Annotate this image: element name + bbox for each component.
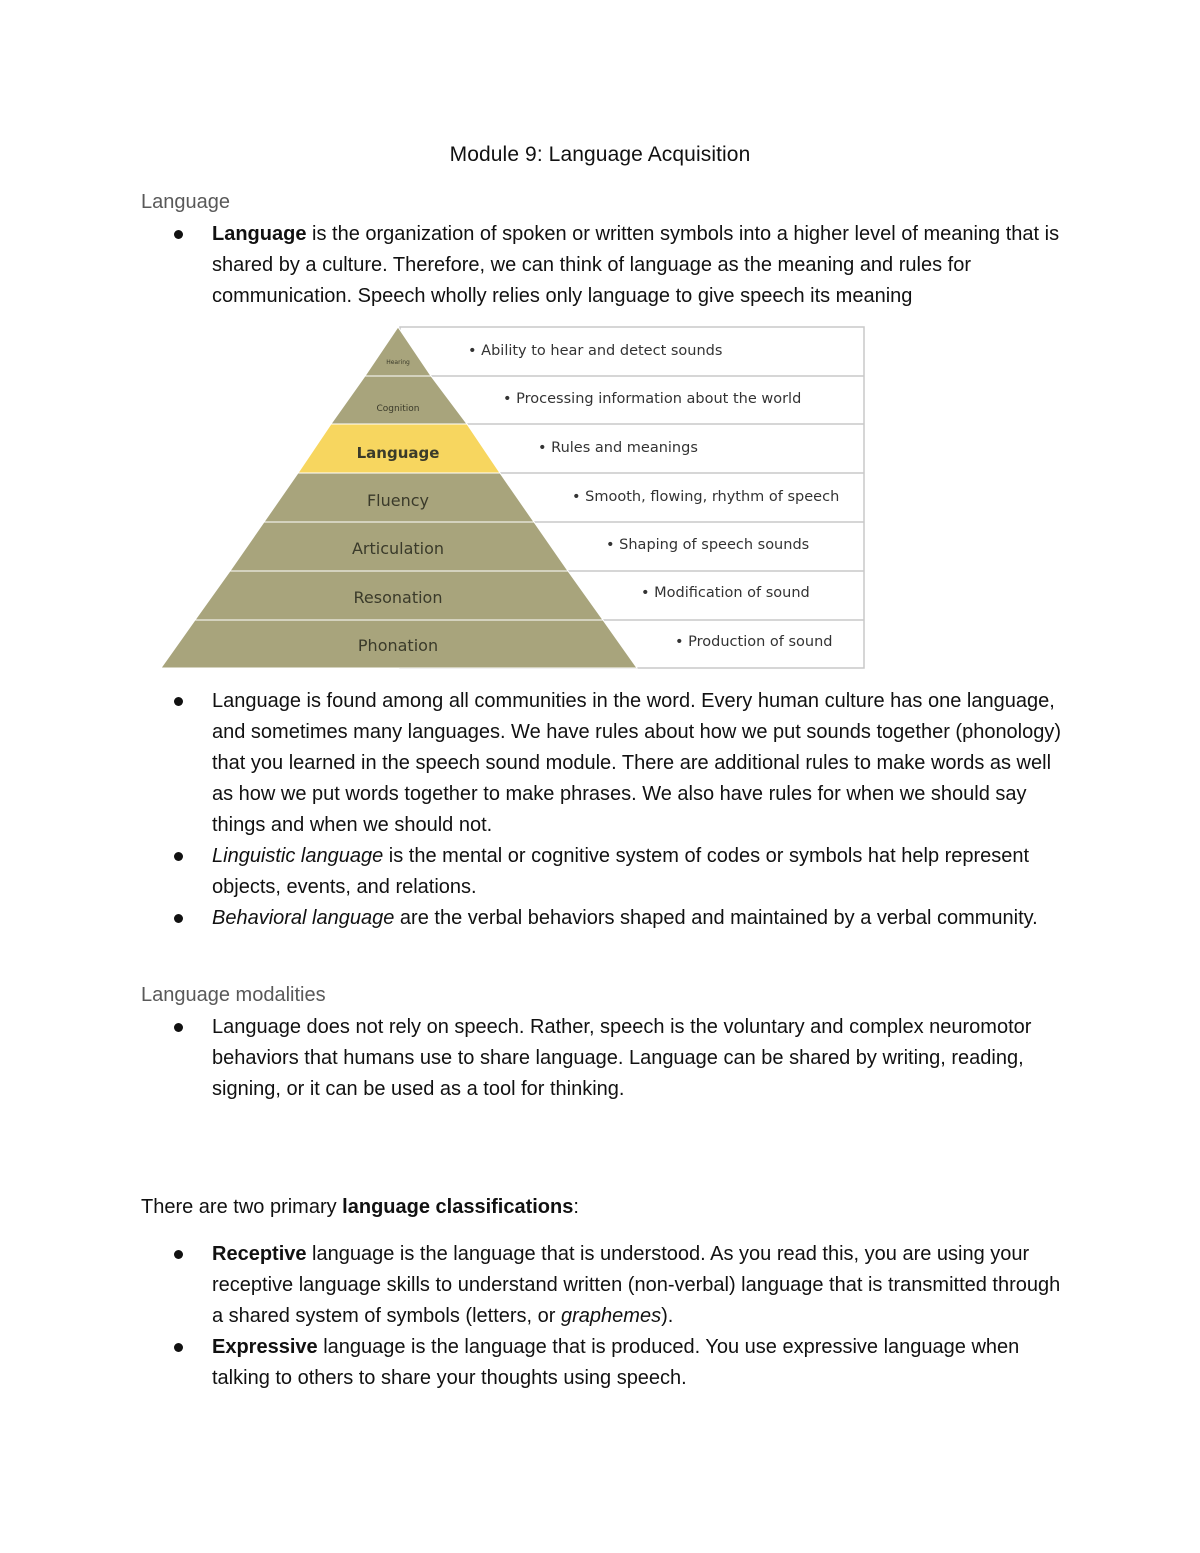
list-item-text: Language does not rely on speech. Rather, speech is the voluntary and complex neuromotor behaviors that humans use to share language. Language can be shared by writing, reading, signing, or it can be used as a tool for thinking. (212, 1016, 1032, 1100)
section-heading-language: Language (141, 191, 230, 213)
list-item-text: Language is found among all communities in the word. Every human culture has one language, and sometimes many languages. We have rules about how we put sounds together (phonology) that you learned in the speech sound module. There are additional rules to make words as well as how we put words together to make phrases. We also have rules for when we should say things and when we should not. (212, 690, 1062, 836)
description-articulation: • Shaping of speech sounds (606, 537, 810, 553)
page-title: Module 9: Language Acquisition (449, 143, 751, 166)
list-item (0, 903, 1200, 934)
list-item (0, 1239, 1200, 1332)
bullet-icon (174, 230, 183, 239)
classifications-intro (141, 1196, 579, 1219)
pyramid-label-fluency: Fluency (366, 491, 430, 510)
bullet-icon (174, 1343, 183, 1352)
bullet-icon (174, 852, 183, 861)
section-heading-language-modalities: Language modalities (141, 984, 326, 1006)
pyramid-label-resonation: Resonation (353, 588, 443, 607)
term-expressive: Expressive (212, 1336, 318, 1358)
term-graphemes: graphemes (561, 1305, 662, 1327)
pyramid-label-language: Language (356, 444, 440, 462)
bullet-icon (174, 1023, 183, 1032)
list-item-text: is the mental or cognitive system of codes or symbols hat help represent objects, events, and relations. (212, 845, 1030, 898)
list-item (0, 1012, 1200, 1105)
term-linguistic-language: Linguistic language (212, 845, 384, 867)
description-fluency: • Smooth, flowing, rhythm of speech (572, 489, 840, 505)
description-resonation: • Modification of sound (641, 585, 810, 601)
pyramid-label-hearing: Hearing (386, 359, 410, 366)
bullet-icon (174, 697, 183, 706)
bullet-icon (174, 1250, 183, 1259)
list-item (0, 1332, 1200, 1394)
description-phonation: • Production of sound (675, 634, 833, 650)
classifications-bullet-list (0, 1239, 1200, 1394)
pyramid-label-phonation: Phonation (357, 636, 439, 655)
bullet-icon (174, 914, 183, 923)
term-language: Language (212, 223, 307, 245)
intro-suffix: : (573, 1196, 579, 1218)
modalities-bullet-list (0, 1012, 1200, 1105)
pyramid-label-cognition: Cognition (376, 404, 420, 414)
description-cognition: • Processing information about the world (503, 391, 802, 407)
pyramid-label-articulation: Articulation (351, 539, 445, 558)
list-item (0, 219, 1200, 312)
speech-hierarchy-pyramid (160, 326, 866, 670)
intro-prefix: There are two primary (141, 1196, 343, 1218)
description-language: • Rules and meanings (538, 440, 698, 456)
language-bullet-list-continued (0, 686, 1200, 934)
list-item-text: language is the language that is understood. As you read this, you are using your receptive language skills to understand written (non-verbal) language that is transmitted through a shared system of symbols (letters, or (212, 1243, 1061, 1327)
list-item-text: are the verbal behaviors shaped and maintained by a verbal community. (394, 907, 1038, 929)
term-behavioral-language: Behavioral language (212, 907, 395, 929)
list-item (0, 841, 1200, 903)
description-hearing: • Ability to hear and detect sounds (468, 343, 723, 359)
list-item (0, 686, 1200, 841)
term-language-classifications: language classifications (342, 1196, 574, 1218)
term-receptive: Receptive (212, 1243, 307, 1265)
list-item-text: is the organization of spoken or written symbols into a higher level of meaning that is shared by a culture. Therefore, we can think of language as the meaning and rules for communication. Speech wholly relies only language to give speech its meaning (212, 223, 1060, 307)
list-item-text: language is the language that is produced. You use expressive language when talking to others to share your thoughts using speech. (212, 1336, 1020, 1389)
language-bullet-list (0, 219, 1200, 312)
list-item-text-end: ). (661, 1305, 674, 1327)
